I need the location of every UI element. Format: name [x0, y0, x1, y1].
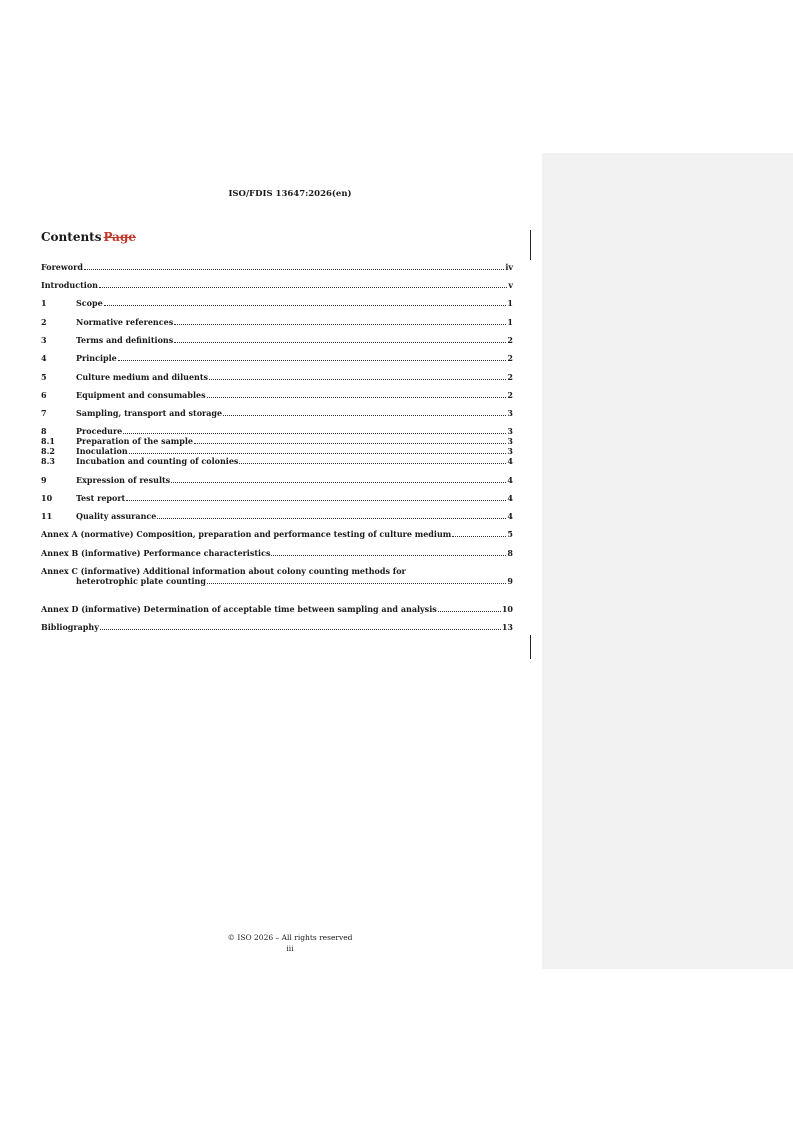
toc-number: 3 [41, 335, 47, 345]
toc-leader [438, 604, 501, 612]
toc-number: 10 [41, 493, 53, 503]
toc-number: 7 [41, 408, 47, 418]
toc-page: 2 [507, 353, 513, 363]
toc-entry-preparation-sample[interactable] [41, 436, 513, 446]
toc-number: 9 [41, 475, 47, 485]
toc-leader [118, 353, 507, 361]
comment-pane [542, 153, 793, 969]
toc-page: 5 [507, 529, 513, 539]
toc-page: 1 [507, 298, 513, 308]
toc-label: Expression of results [76, 475, 171, 485]
toc-leader [174, 317, 506, 325]
toc-entry-procedure[interactable] [41, 426, 513, 436]
change-bar-bottom [530, 635, 531, 659]
toc-label: Principle [76, 353, 117, 363]
toc-leader [452, 529, 506, 537]
toc-number: 4 [41, 353, 47, 363]
toc-label-continued: heterotrophic plate counting [76, 576, 206, 586]
toc-entry-principle[interactable] [41, 353, 513, 363]
page-footer [0, 932, 580, 954]
toc-entry-bibliography[interactable] [41, 622, 513, 632]
toc-entry-normative-references[interactable] [41, 317, 513, 327]
toc-leader [100, 622, 501, 630]
toc-label: Foreword [41, 262, 83, 272]
toc-label: Test report [76, 493, 126, 503]
toc-page: 2 [507, 335, 513, 345]
toc-page: 4 [507, 475, 513, 485]
toc-entry-quality-assurance[interactable] [41, 511, 513, 521]
toc-leader [157, 511, 506, 519]
toc-leader [84, 262, 504, 270]
toc-number: 8.2 [41, 446, 55, 456]
toc-page: 3 [507, 426, 513, 436]
copyright-notice: © ISO 2026 – All rights reserved [227, 933, 353, 942]
toc-number: 5 [41, 372, 47, 382]
toc-label: Annex C (informative) Additional information about colony counting methods for [41, 566, 406, 576]
toc-page: v [508, 280, 513, 290]
toc-leader [129, 446, 507, 454]
toc-entry-terms-definitions[interactable] [41, 335, 513, 345]
toc-number: 6 [41, 390, 47, 400]
toc-leader [239, 456, 506, 464]
toc-leader [123, 426, 506, 434]
toc-number: 8.3 [41, 456, 55, 466]
toc-page: iv [505, 262, 513, 272]
change-bar-top [530, 230, 531, 260]
toc-page: 9 [507, 576, 513, 586]
toc-leader [126, 493, 506, 501]
toc-page: 13 [501, 622, 513, 632]
toc-label: Quality assurance [76, 511, 157, 521]
toc-leader [207, 576, 506, 584]
toc-page: 3 [507, 408, 513, 418]
toc-entry-expression-results[interactable] [41, 475, 513, 485]
toc-page: 4 [507, 493, 513, 503]
toc-page: 4 [507, 456, 513, 466]
toc-entry-annex-c[interactable] [41, 566, 513, 586]
toc-leader [171, 475, 506, 483]
toc-leader [223, 408, 506, 416]
toc-label: Equipment and consumables [76, 390, 206, 400]
toc-number: 8.1 [41, 436, 55, 446]
page-number: iii [286, 944, 294, 953]
toc-label: Culture medium and diluents [76, 372, 209, 382]
toc-leader [209, 372, 506, 380]
toc-entry-sampling[interactable] [41, 408, 513, 418]
toc-page: 3 [507, 436, 513, 446]
toc-leader [271, 548, 506, 556]
toc-entry-annex-b[interactable] [41, 548, 513, 558]
toc-label: Sampling, transport and storage [76, 408, 223, 418]
toc-leader [194, 436, 506, 444]
toc-label: Annex B (informative) Performance characteristics [41, 548, 271, 558]
toc-number: 2 [41, 317, 47, 327]
toc-label: Preparation of the sample [76, 436, 193, 446]
toc-leader [207, 390, 507, 398]
toc-leader [99, 280, 507, 288]
toc-entry-introduction[interactable] [41, 280, 513, 290]
toc-entry-incubation[interactable] [41, 456, 513, 466]
toc-label: Procedure [76, 426, 123, 436]
toc-entry-foreword[interactable] [41, 262, 513, 272]
toc-entry-inoculation[interactable] [41, 446, 513, 456]
toc-label: Annex A (normative) Composition, preparation and performance testing of culture medium [41, 529, 452, 539]
deleted-page-label: Page [103, 230, 136, 244]
toc-leader [174, 335, 506, 343]
toc-page: 1 [507, 317, 513, 327]
toc-page: 2 [507, 390, 513, 400]
contents-heading: Contents [41, 230, 102, 244]
toc-page: 3 [507, 446, 513, 456]
toc-page: 2 [507, 372, 513, 382]
toc-label: Bibliography [41, 622, 99, 632]
toc-entry-test-report[interactable] [41, 493, 513, 503]
toc-label: Inoculation [76, 446, 128, 456]
toc-number: 11 [41, 511, 53, 521]
toc-label: Normative references [76, 317, 174, 327]
toc-page: 10 [501, 604, 513, 614]
contents-title [41, 230, 136, 244]
toc-entry-equipment[interactable] [41, 390, 513, 400]
toc-entry-annex-a[interactable] [41, 529, 513, 539]
toc-entry-culture-medium[interactable] [41, 372, 513, 382]
toc-page: 8 [507, 548, 513, 558]
toc-label: Terms and definitions [76, 335, 174, 345]
toc-label: Incubation and counting of colonies [76, 456, 239, 466]
toc-entry-scope[interactable] [41, 298, 513, 308]
toc-entry-annex-d[interactable] [41, 604, 513, 614]
toc-label: Annex D (informative) Determination of acceptable time between sampling and analysis [41, 604, 437, 614]
toc-label: Scope [76, 298, 103, 308]
toc-leader [104, 298, 507, 306]
toc-number: 8 [41, 426, 47, 436]
page-header: ISO/FDIS 13647:2026(en) [228, 189, 352, 199]
toc-label: Introduction [41, 280, 98, 290]
toc-page: 4 [507, 511, 513, 521]
toc-number: 1 [41, 298, 47, 308]
